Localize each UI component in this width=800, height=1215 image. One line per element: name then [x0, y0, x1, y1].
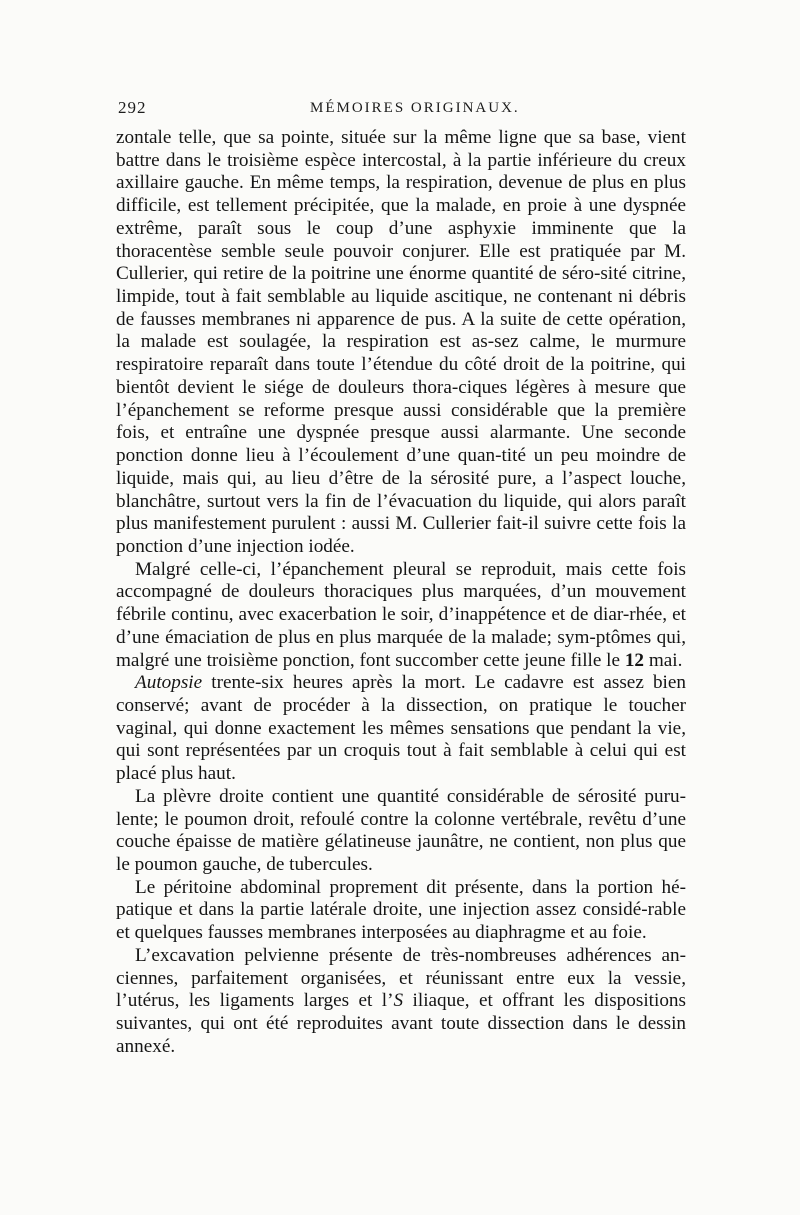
paragraph-peritoneum	[116, 877, 686, 945]
running-title: MÉMOIRES ORIGINAUX.	[310, 100, 520, 116]
italic-s-letter: S	[393, 990, 404, 1012]
paragraph-pleura	[116, 786, 686, 877]
death-date: 12	[624, 649, 645, 671]
page-header	[118, 98, 686, 122]
paragraph-text-before: L’excavation pelvienne présente de très-nombreuses adhérences an-ciennes, parfaitement organisées, et réunissant entre eux la vessie, l’utérus, les ligaments larges et l’	[116, 944, 686, 1012]
paragraph-pelvic-excavation	[116, 945, 686, 1059]
paragraph-text: trente-six heures après la mort. Le cadavre est assez bien conservé; avant de procéder à la dissection, on pratique le toucher vaginal, qui donne exactement les mêmes sensations que pendant la vie, qui sont représentées par un croquis tout à fait semblable à celui qui est placé plus haut.	[116, 672, 686, 785]
paragraph-text-after: iliaque, et offrant les dispositions suivantes, qui ont été reproduites avant toute dissection dans le dessin annexé.	[116, 990, 686, 1057]
page-number: 292	[118, 98, 147, 117]
paragraph-autopsy	[116, 672, 686, 786]
paragraph-text: Malgré celle-ci, l’épanchement pleural se reproduit, mais cette fois accompagné de douleurs thoraciques plus marquées, d’un mouvement fébrile continu, avec exacerbation le soir, d’inappétence et de diar-rhée, et d’une émaciation de plus en plus marquée de la malade; sym-ptômes qui, malgré une troisième ponction, font succomber cette jeune fille le	[116, 558, 686, 671]
autopsy-lead: Autopsie	[135, 672, 203, 694]
paragraph-text: Le péritoine abdominal proprement dit présente, dans la portion hé-patique et dans la partie latérale droite, une injection assez considé-rable et quelques fausses membranes interposées au diaphragme et au foie.	[116, 876, 686, 944]
paragraph-text: zontale telle, que sa pointe, située sur la même ligne que sa base, vient battre dans le troisième espèce intercostal, à la partie inférieure du creux axillaire gauche. En même temps, la respiration, devenue de plus en plus difficile, est tellement précipitée, que la malade, en proie à une dyspnée extrême, paraît sous le coup d’une asphyxie imminente que la thoracentèse semble seule pouvoir conjurer. Elle est pratiquée par M. Cullerier, qui retire de la poitrine une énorme quantité de séro-sité citrine, limpide, tout à fait semblable au liquide ascitique, ne contenant ni débris de fausses membranes ni apparence de pus. A la suite de cette opération, la malade est soulagée, la respiration est as-sez calme, le murmure respiratoire reparaît dans toute l’étendue du côté droit de la poitrine, qui bientôt devient le siége de douleurs thora-ciques légères à mesure que l’épanchement se reforme presque aussi considérable que la première fois, et entraîne une dyspnée presque aussi alarmante. Une seconde ponction donne lieu à l’écoulement d’une quan-tité un peu moindre de liquide, mais qui, au lieu d’être de la sérosité pure, a l’aspect louche, blanchâtre, surtout vers la fin de l’évacuation du liquide, qui alors paraît plus manifestement purulent : aussi M. Cullerier fait-il suivre cette fois la ponction d’une injection iodée.	[116, 127, 686, 557]
paragraph-end: mai.	[644, 649, 683, 671]
paragraph-continuation	[116, 127, 686, 559]
paragraph-text: La plèvre droite contient une quantité considérable de sérosité puru-lente; le poumon droit, refoulé contre la colonne vertébrale, revêtu d’une couche épaisse de matière gélatineuse jaunâtre, ne contient, non plus que le poumon gauche, de tubercules.	[116, 785, 686, 875]
body-text	[116, 127, 686, 1058]
paragraph-symptoms	[116, 559, 686, 673]
